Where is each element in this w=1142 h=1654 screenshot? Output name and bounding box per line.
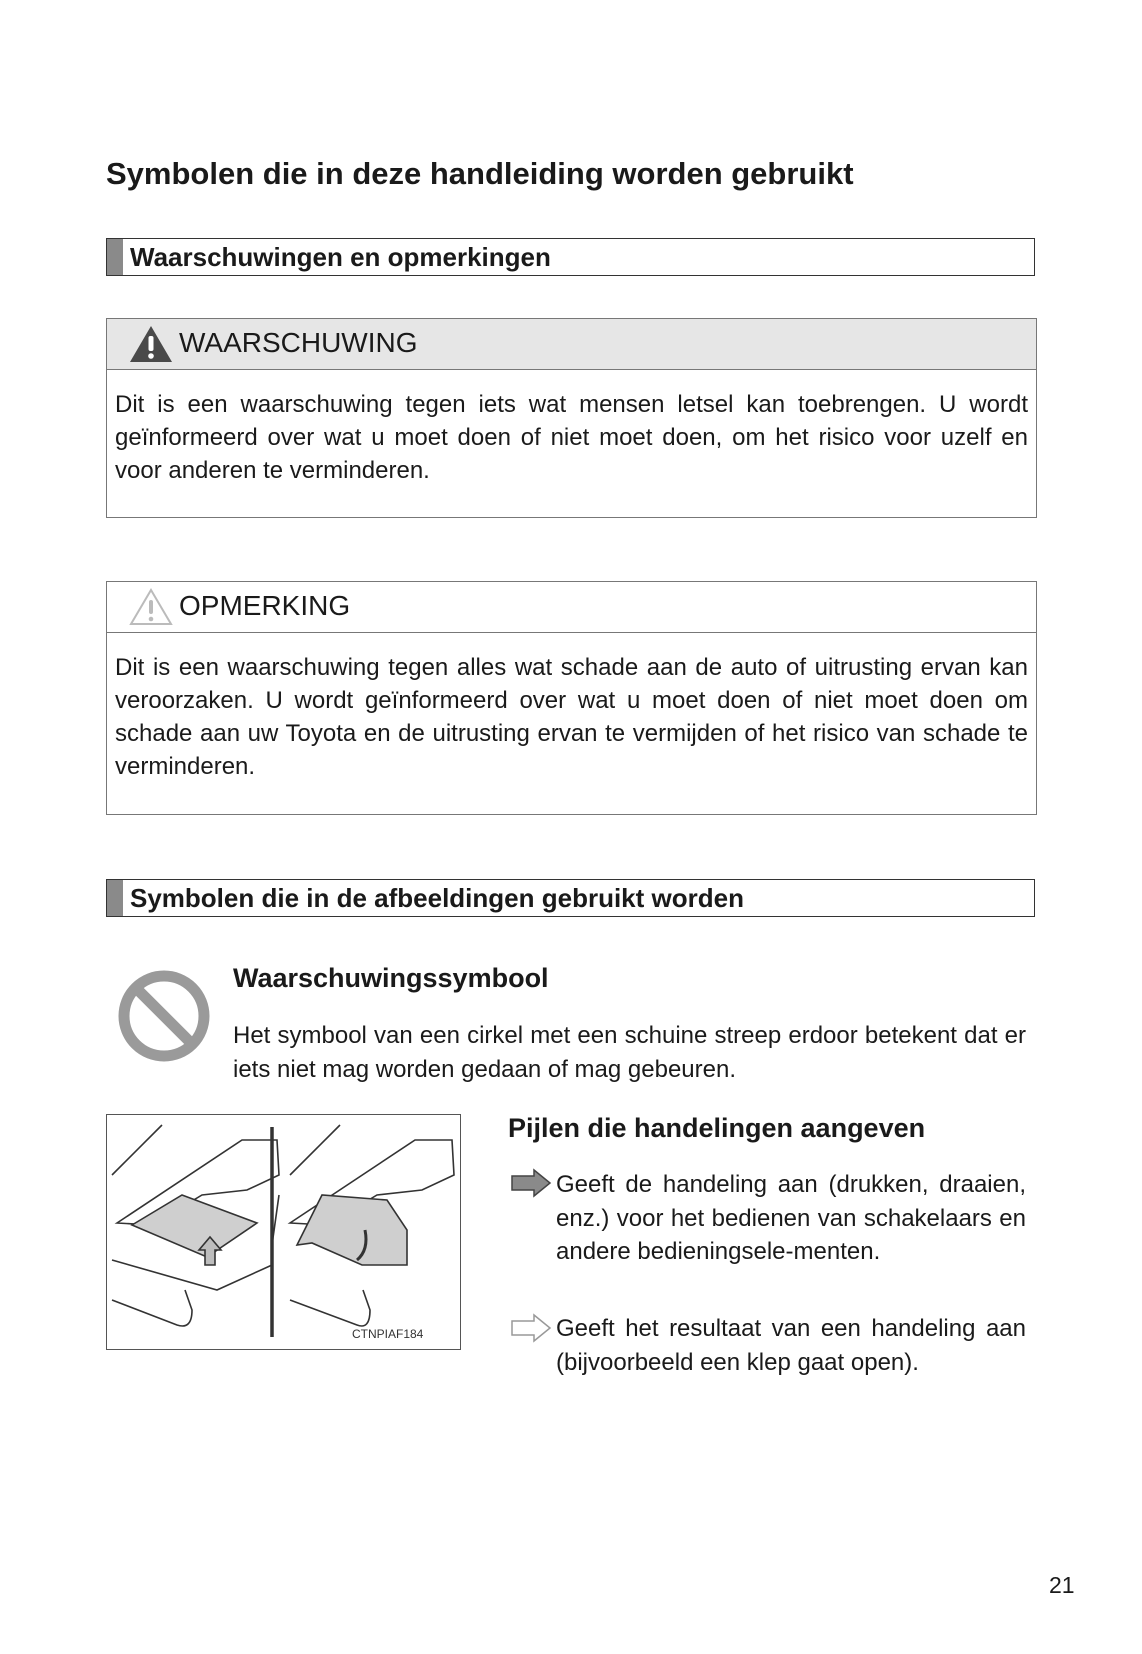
- section-label: Symbolen die in de afbeeldingen gebruikt worden: [130, 883, 744, 913]
- section-bar: [107, 239, 123, 275]
- section-bar: [107, 880, 123, 916]
- warning-header: [107, 319, 1036, 370]
- caution-triangle-outline-icon: [129, 588, 173, 626]
- illustration-code: CTNPIAF184: [352, 1327, 424, 1341]
- arrow-description-action: Geeft de handeling aan (drukken, draaien, enz.) voor het bedienen van schakelaars en andere bedieningsele-menten.: [556, 1171, 1026, 1265]
- notice-label: OPMERKING: [179, 590, 351, 621]
- warning-label: WAARSCHUWING: [179, 327, 418, 358]
- notice-text: Dit is een waarschuwing tegen alles wat schade aan de auto of uitrusting ervan kan veroorzaken. U wordt geïnformeerd over wat u moet doen of niet moet doen om schade aan uw Toyota en de uitrusting ervan te vermijden of het risico van schade te verminderen.: [115, 654, 1028, 780]
- section-label: Waarschuwingen en opmerkingen: [130, 242, 551, 272]
- warning-box: [106, 318, 1037, 518]
- page-title: Symbolen die in deze handleiding worden gebruikt: [106, 156, 854, 191]
- prohibition-heading: Waarschuwingssymbool: [233, 963, 549, 993]
- notice-box: [106, 581, 1037, 815]
- warning-triangle-icon: [129, 325, 173, 363]
- section-header-warnings: [106, 238, 1035, 276]
- overhead-console-illustration: [107, 1115, 459, 1348]
- prohibition-text: Het symbool van een cirkel met een schuine streep erdoor betekent dat er iets niet mag worden gedaan of mag gebeuren.: [233, 1022, 1026, 1083]
- arrows-heading: Pijlen die handelingen aangeven: [508, 1113, 926, 1143]
- warning-text: Dit is een waarschuwing tegen iets wat mensen letsel kan toebrengen. U wordt geïnformeerd over wat u moet doen of niet moet doen, om het risico voor uzelf en voor anderen te verminderen.: [115, 391, 1028, 484]
- arrow-description-result: Geeft het resultaat van een handeling aan (bijvoorbeeld een klep gaat open).: [556, 1315, 1026, 1376]
- outline-arrow-icon: [510, 1313, 552, 1343]
- filled-arrow-icon: [510, 1168, 552, 1198]
- illustration: [106, 1114, 461, 1350]
- page-number: 21: [1049, 1572, 1075, 1598]
- section-header-symbols: [106, 879, 1035, 917]
- notice-header: [107, 582, 1036, 633]
- prohibition-icon: [116, 968, 212, 1064]
